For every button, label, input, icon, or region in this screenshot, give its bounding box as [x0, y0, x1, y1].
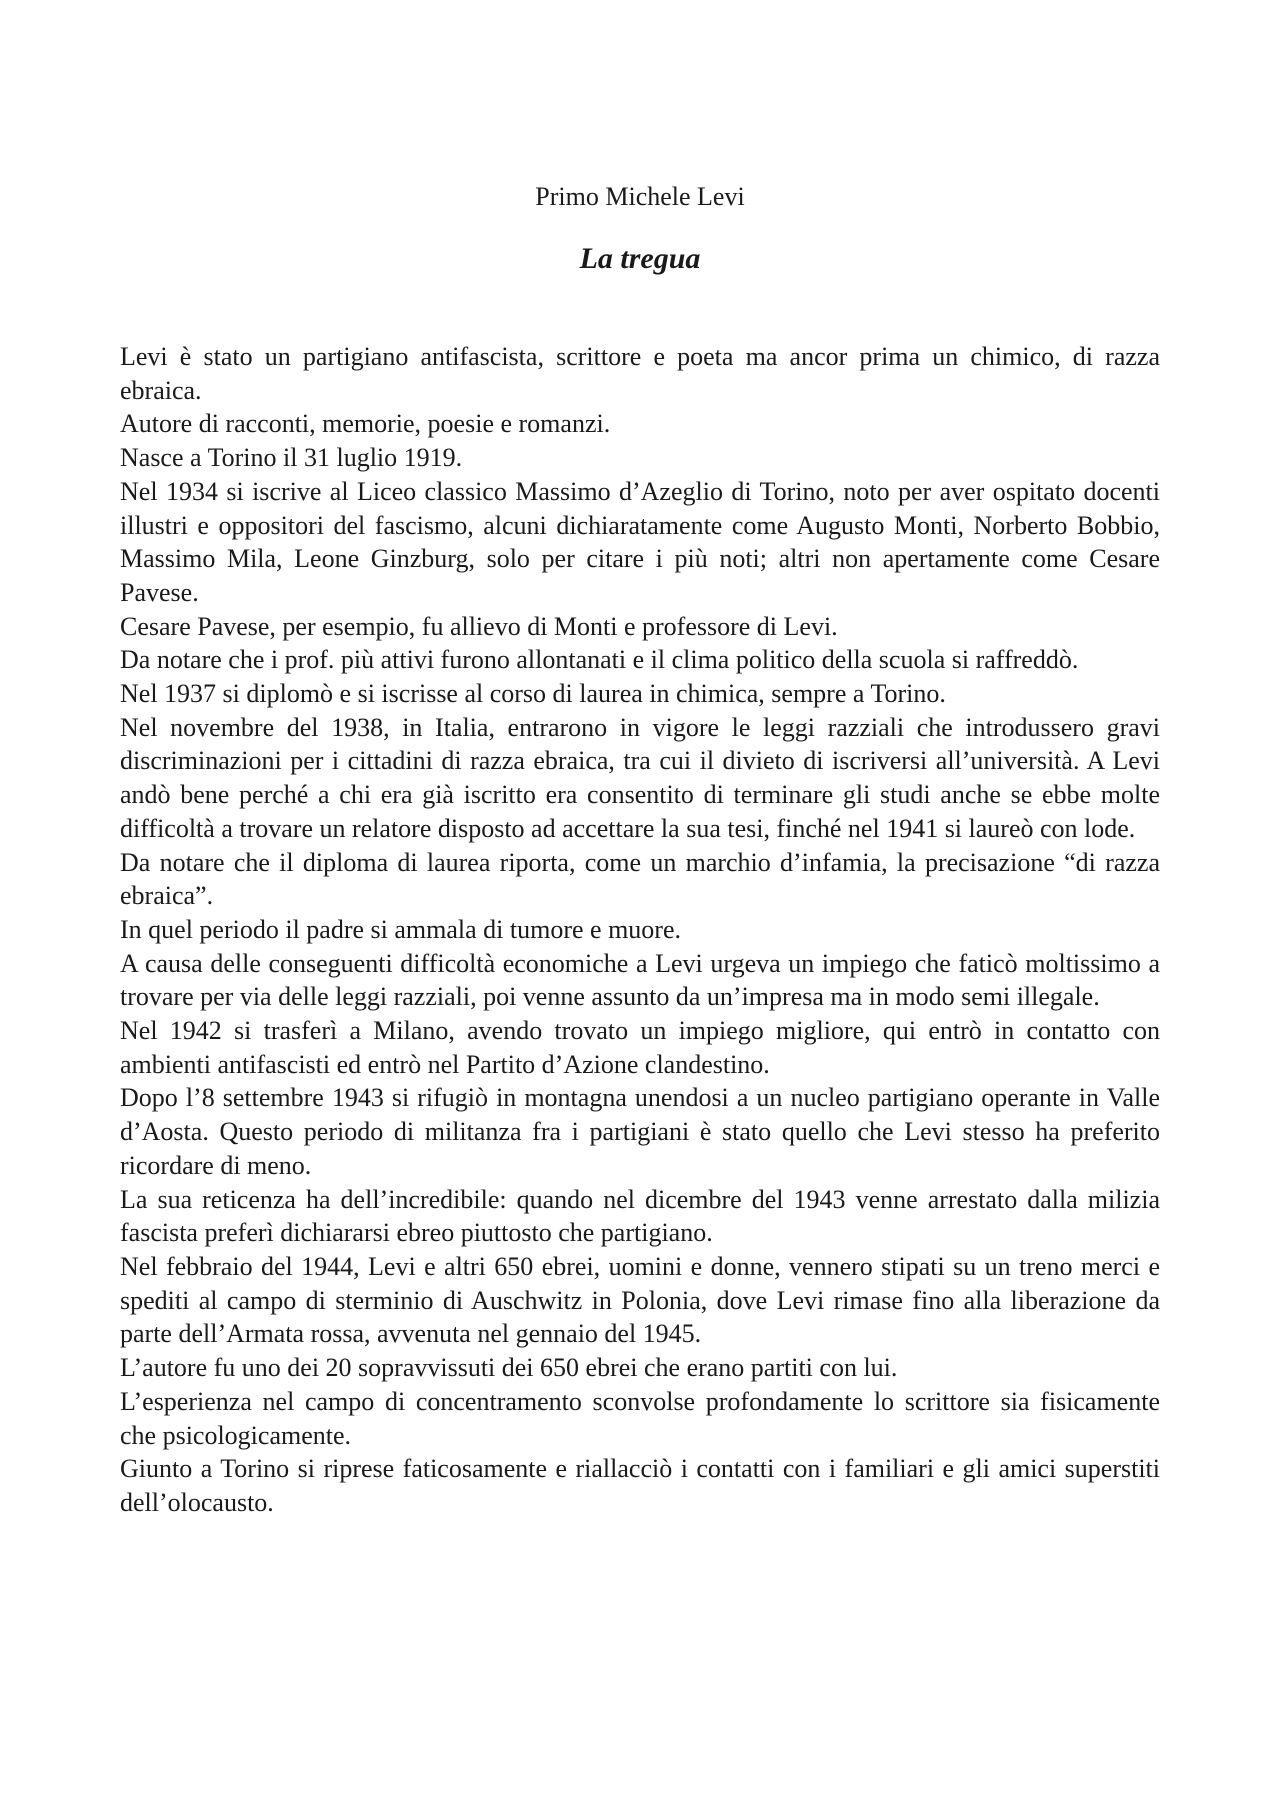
paragraph: A causa delle conseguenti difficoltà economiche a Levi urgeva un impiego che faticò moltissimo a trovare per via delle leggi razziali, poi venne assunto da un’impresa ma in modo semi illegale. — [120, 948, 1160, 1012]
document-title: La tregua — [579, 242, 701, 275]
paragraph: L’autore fu uno dei 20 sopravvissuti dei 650 ebrei che erano partiti con lui. — [120, 1353, 898, 1383]
document-body — [120, 340, 1160, 1520]
paragraph: Nel febbraio del 1944, Levi e altri 650 ebrei, uomini e donne, vennero stipati su un treno merci e spediti al campo di sterminio di Auschwitz in Polonia, dove Levi rimase fino alla liberazione da parte dell’Armata rossa, avvenuta nel gennaio del 1945. — [120, 1251, 1160, 1349]
paragraph: In quel periodo il padre si ammala di tumore e muore. — [120, 914, 681, 944]
paragraph: Dopo l’8 settembre 1943 si rifugiò in montagna unendosi a un nucleo partigiano operante in Valle d’Aosta. Questo periodo di militanza fra i partigiani è stato quello che Levi stesso ha preferito ricordare di meno. — [120, 1083, 1160, 1180]
paragraph: Da notare che i prof. più attivi furono allontanati e il clima politico della scuola si raffreddò. — [120, 645, 1079, 675]
paragraph: Nasce a Torino il 31 luglio 1919. — [120, 443, 463, 473]
paragraph: L’esperienza nel campo di concentramento sconvolse profondamente lo scrittore sia fisicamente che psicologicamente. — [120, 1386, 1160, 1450]
paragraph: La sua reticenza ha dell’incredibile: quando nel dicembre del 1943 venne arrestato dalla milizia fascista preferì dichiararsi ebreo piuttosto che partigiano. — [120, 1184, 1160, 1248]
paragraph: Giunto a Torino si riprese faticosamente e riallacciò i contatti con i familiari e gli amici superstiti dell’olocausto. — [120, 1454, 1160, 1517]
paragraph: Nel novembre del 1938, in Italia, entrarono in vigore le leggi razziali che introdussero gravi discriminazioni per i cittadini di razza ebraica, tra cui il divieto di iscriversi all’università. A Levi andò bene perché a chi era già iscritto era consentito di terminare gli studi anche se ebbe molte difficoltà a trovare un relatore disposto ad accettare la sua tesi, finché nel 1941 si laureò con lode. — [120, 712, 1160, 843]
paragraph: Nel 1937 si diplomò e si iscrisse al corso di laurea in chimica, sempre a Torino. — [120, 679, 946, 709]
paragraph: Nel 1942 si trasferì a Milano, avendo trovato un impiego migliore, qui entrò in contatto con ambienti antifascisti ed entrò nel Partito d’Azione clandestino. — [120, 1016, 1160, 1079]
paragraph: Autore di racconti, memorie, poesie e romanzi. — [120, 409, 611, 439]
paragraph: Nel 1934 si iscrive al Liceo classico Massimo d’Azeglio di Torino, noto per aver ospitato docenti illustri e oppositori del fascismo, alcuni dichiaratamente come Augusto Monti, Norberto Bobbio, Massimo Mila, Leone Ginzburg, solo per citare i più noti; altri non apertamente come Cesare Pavese. — [120, 476, 1160, 607]
paragraph: Da notare che il diploma di laurea riporta, come un marchio d’infamia, la precisazione “di razza ebraica”. — [120, 847, 1160, 911]
paragraph: Cesare Pavese, per esempio, fu allievo di Monti e professore di Levi. — [120, 611, 838, 641]
author-name: Primo Michele Levi — [535, 182, 745, 211]
paragraph: Levi è stato un partigiano antifascista, scrittore e poeta ma ancor prima un chimico, di razza ebraica. — [120, 342, 1160, 405]
